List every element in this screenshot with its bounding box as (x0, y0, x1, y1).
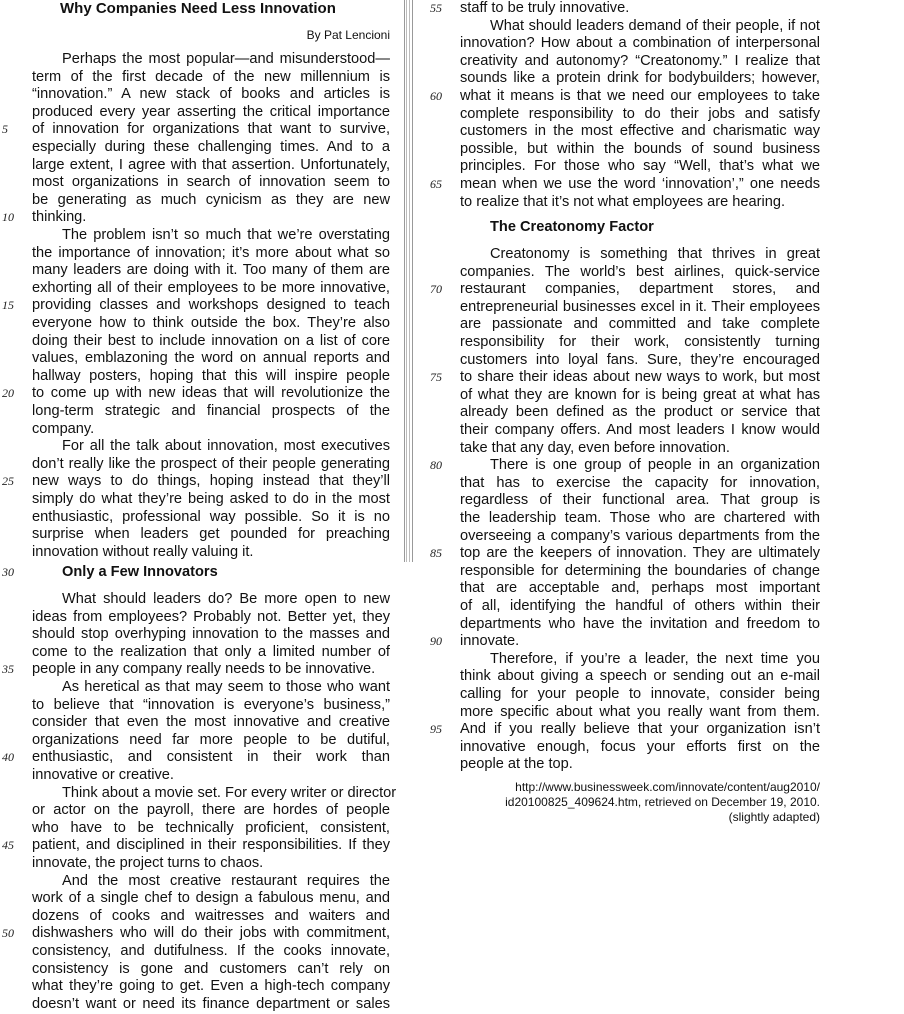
text-line: There is one group of people in an organization (490, 457, 820, 474)
text-line: departments who have the invitation and freedom to (460, 615, 820, 632)
article-title: Why Companies Need Less Innovation (60, 0, 336, 17)
line-number: 10 (2, 210, 14, 225)
line-number: 55 (430, 1, 442, 15)
text-line: of innovation for organizations that want to survive, (32, 121, 390, 138)
text-line: sounds like a protein drink for bodybuilders; however, (460, 70, 820, 87)
text-line: For all the talk about innovation, most executives (62, 438, 390, 455)
line-number: 15 (2, 298, 14, 313)
text-line: come to the realization that only a limited number of (32, 643, 390, 660)
text-line: who have to be technically proficient, consistent, (32, 819, 390, 836)
section-heading-creatonomy-factor: The Creatonomy Factor (490, 219, 654, 235)
text-line: hallway posters, hoping that this will inspire people (32, 367, 390, 384)
text-line: innovative enough, focus your efforts first on the (460, 738, 820, 755)
text-line: of what they are known for is being great at what has (460, 386, 820, 403)
text-line: to realize that it’s not what employees are hearing. (460, 193, 786, 210)
text-line: that are acceptable and, perhaps most important (460, 580, 820, 597)
text-line: consider that even the most innovative and creative (32, 714, 390, 731)
text-line: produced every year asserting the critical importance (32, 103, 390, 120)
text-line: already been defined as the product or service that (460, 404, 820, 421)
text-line: organizations need far more people to be dutiful, (32, 731, 390, 748)
text-line: enthusiastic, professional way possible. So it is no (32, 508, 390, 525)
text-line: enthusiastic, and consistent in their work than (32, 749, 390, 766)
text-line: Therefore, if you’re a leader, the next time you (490, 650, 820, 667)
text-line: “innovation.” A new stack of books and articles is (32, 86, 390, 103)
text-line: providing classes and workshops designed to teach (32, 297, 390, 314)
text-line: restaurant companies, department stores, and (460, 281, 820, 298)
section-heading-only-a-few-innovators: Only a Few Innovators (62, 564, 218, 580)
text-line: to believe that “innovation is everyone’s business,” (32, 696, 390, 713)
text-line: creativity and autonomy? “Creatonomy.” I realize that (460, 52, 820, 69)
text-line: to come up with new ideas that will revolutionize the (32, 385, 390, 402)
text-line: don’t really like the prospect of their people generating (32, 455, 390, 472)
text-line: new ways to do things, hoping instead that they’ll (32, 473, 390, 490)
text-line: consistency is gone and customers can’t rely on (32, 960, 390, 977)
line-number: 35 (2, 662, 14, 677)
text-line: regardless of their functional area. That group is (460, 492, 820, 509)
source-citation: (slightly adapted) (728, 810, 820, 824)
line-number: 95 (430, 722, 442, 737)
text-line: what they’re going to get. Even a high-tech company (32, 978, 390, 995)
text-line: that has to exercise the capacity for innovation, (460, 474, 820, 491)
text-line: dozens of cooks and waitresses and waiters and (32, 907, 390, 924)
line-number: 75 (430, 370, 442, 385)
text-line: The problem isn’t so much that we’re overstating (62, 227, 390, 243)
line-number: 20 (2, 386, 14, 401)
text-line: term of the first decade of the new millennium is (32, 68, 390, 85)
text-line: everyone how to think outside the box. They’re also (32, 315, 390, 331)
text-line: responsible for determining the boundaries of change (460, 562, 820, 579)
text-line: consistency, and dutifulness. If the cooks innovate, (32, 943, 390, 959)
text-line: innovation without really valuing it. (32, 543, 254, 560)
text-line: Perhaps the most popular—and misunderstood— (62, 51, 390, 67)
text-line: values, emblazoning the word on annual reports and (32, 350, 390, 367)
text-line: customers in the most effective and charismatic way (460, 123, 820, 140)
text-line: top are the keepers of innovation. They are ultimately (460, 545, 820, 562)
text-line: people in any company really needs to be innovative. (32, 661, 376, 678)
text-line: possible, but within the bounds of sound business (460, 140, 820, 157)
column-divider (404, 0, 413, 562)
text-line: customers into loyal fans. Sure, they’re encouraged (460, 351, 820, 368)
text-line: take that any day, even before innovation. (460, 439, 730, 456)
line-number: 65 (430, 177, 442, 191)
text-line: doesn’t want or need its finance department or sales (32, 995, 390, 1012)
text-line: overseeing a company’s various departments from the (460, 527, 820, 544)
text-line: to share their ideas about new ways to work, but most (460, 369, 820, 386)
text-line: principles. For those who say “Well, that’s what we (460, 158, 820, 175)
line-number: 40 (2, 750, 14, 765)
text-line: calling for your people to innovate, consider being (460, 686, 820, 702)
line-number: 60 (430, 89, 442, 103)
line-number: 5 (2, 122, 8, 137)
text-line: surprise when leaders get pounded for preaching (32, 526, 390, 543)
text-line: work of a single chef to design a fabulous menu, and (32, 890, 390, 907)
text-line: should stop overhyping innovation to the masses and (32, 626, 390, 643)
text-line: or actor on the payroll, there are hordes of people (32, 802, 390, 819)
text-line: most organizations in search of innovation seem to (32, 174, 390, 191)
text-line: innovative or creative. (32, 767, 174, 783)
text-line: companies. The world’s best airlines, quick-service (460, 263, 820, 280)
text-line: people at the top. (460, 756, 573, 773)
text-line: what it means is that we need our employees to take (460, 88, 820, 104)
text-line: more specific about what you really want from them. (460, 703, 820, 720)
text-line: be generating as much cynicism as they are new (32, 191, 390, 208)
text-line: of all, identifying the handful of others within their (460, 598, 820, 614)
line-number: 45 (2, 838, 14, 853)
text-line: dishwashers who will do their jobs with commitment, (32, 925, 390, 942)
text-line: many leaders are doing with it. Too many of them are (32, 262, 390, 279)
text-line: company. (32, 420, 95, 437)
text-line: innovate, the project turns to chaos. (32, 855, 264, 871)
text-line: exhorting all of their employees to be more innovative, (32, 279, 390, 296)
line-number: 70 (430, 282, 442, 297)
text-line: What should leaders demand of their people, if not (490, 17, 820, 34)
text-line: mean when we use the word ‘innovation’,” one needs (460, 176, 820, 192)
line-number: 85 (430, 546, 442, 561)
text-line: innovate. (460, 633, 520, 650)
text-line: responsibility for their work, consistently turning (460, 334, 820, 350)
text-line: patient, and disciplined in their responsibilities. If they (32, 837, 390, 854)
line-number: 50 (2, 926, 14, 941)
text-line: What should leaders do? Be more open to new (62, 591, 390, 607)
line-number: 90 (430, 634, 442, 649)
text-line: Creatonomy is something that thrives in great (490, 246, 820, 262)
text-line: thinking. (32, 209, 87, 226)
text-line: staff to be truly innovative. (460, 0, 630, 16)
text-line: entrepreneurial businesses excel in it. Their employees (460, 298, 820, 315)
text-line: the importance of innovation; it’s more about what so (32, 244, 390, 261)
text-line: long-term strategic and financial prospects of the (32, 403, 390, 419)
text-line: Think about a movie set. For every writer or director (62, 784, 397, 801)
text-line: simply do what they’re being asked to do in the most (32, 491, 390, 507)
text-line: especially during these challenging times. And to a (32, 139, 390, 155)
text-line: And the most creative restaurant requires the (62, 872, 390, 889)
text-line: think about giving a speech or sending out an e-mail (460, 668, 820, 685)
text-line: their company offers. And most leaders I know would (460, 422, 820, 438)
line-number: 30 (2, 565, 14, 579)
text-line: And if you really believe that your organization isn’t (460, 721, 820, 738)
line-number: 80 (430, 458, 442, 473)
text-line: large extent, I agree with that assertion. Unfortunately, (32, 156, 390, 173)
text-line: the leadership team. Those who are chartered with (460, 510, 820, 526)
text-line: innovation? How about a combination of interpersonal (460, 35, 820, 52)
text-line: are passionate and committed and take complete (460, 316, 820, 333)
text-line: complete responsibility to do their jobs and satisfy (460, 105, 820, 122)
source-citation: http://www.businessweek.com/innovate/content/aug2010/ (515, 780, 820, 794)
text-line: As heretical as that may seem to those who want (62, 679, 390, 695)
line-number: 25 (2, 474, 14, 489)
text-line: ideas from employees? Probably not. Better yet, they (32, 608, 390, 625)
text-line: doing their best to include innovation on a list of core (32, 332, 390, 349)
source-citation: id20100825_409624.htm, retrieved on December 19, 2010. (505, 795, 820, 809)
article-byline: By Pat Lencioni (306, 28, 390, 42)
